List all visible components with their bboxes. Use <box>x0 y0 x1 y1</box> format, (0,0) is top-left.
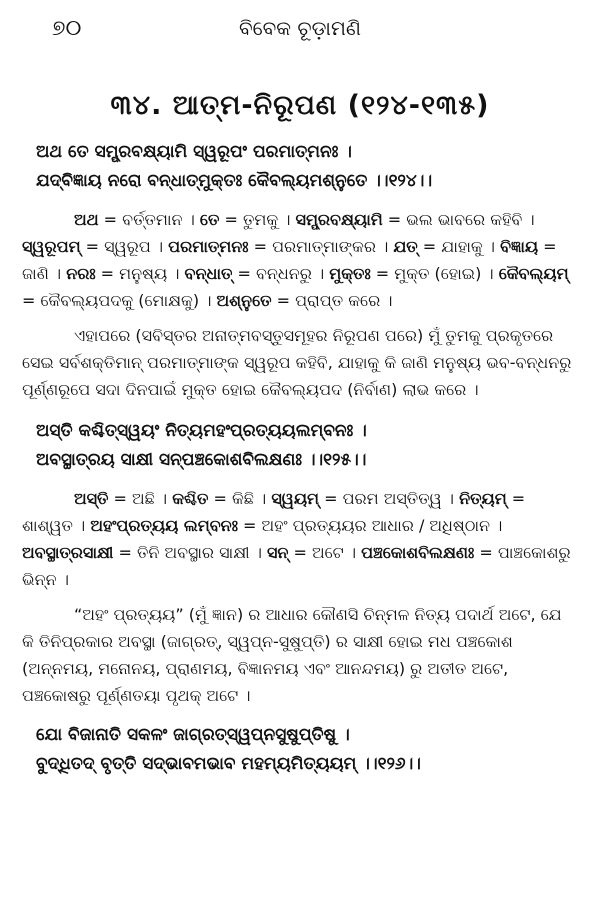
gloss-meaning: ମନୁଷ୍ୟ <box>119 264 168 283</box>
gloss-term: ପଞ୍ଚକୋଶବିଲକ୍ଷଣଃ <box>361 543 475 562</box>
gloss-meaning: କିଛି <box>231 489 254 508</box>
gloss-term: ଅହଂପ୍ରତ୍ୟୟ ଲମ୍ବନଃ <box>90 516 238 535</box>
gloss-meaning: ଯାହାକୁ <box>441 237 483 256</box>
gloss-term: ସନ୍ <box>266 543 289 562</box>
gloss-meaning: ଶାଶ୍ୱତ <box>22 516 73 535</box>
verse-125 <box>22 417 578 475</box>
gloss-term: ତେ <box>199 210 220 229</box>
chapter-title: ୩୪. ଆତ୍ମ-ନିରୂପଣ (୧୨୪-୧୩୫) <box>110 90 490 121</box>
gloss-term: ନରଃ <box>66 264 96 283</box>
gloss-meaning: ଜାଣି <box>22 264 49 283</box>
gloss-term: ନିତ୍ୟମ୍ <box>459 489 507 508</box>
gloss-term: ଅବସ୍ଥାତ୍ରସାକ୍ଷୀ <box>22 543 114 562</box>
verse-line: ଅବସ୍ଥାତ୍ରୟ ସାକ୍ଷୀ ସନ୍‌ପଞ୍ଚକୋଶବିଲକ୍ଷଣଃ ।।୧୨୫।। <box>36 450 367 470</box>
verse-124 <box>22 138 578 196</box>
gloss-term: ବନ୍ଧାତ୍ <box>184 264 233 283</box>
gloss-term: ମୁକ୍ତଃ <box>329 264 371 283</box>
gloss-term: ଅଥ <box>74 210 99 229</box>
gloss-term: ପରମାତ୍ମନଃ <box>168 237 249 256</box>
page-number: ୭୦ <box>52 16 82 41</box>
running-title: ବିବେକ ଚୂଡ଼ାମଣି <box>238 16 362 40</box>
gloss-meaning: ପରମାତ୍ମାଙ୍କର <box>272 237 376 256</box>
verse-line: ଅଥ ତେ ସମ୍ପ୍ରବକ୍ଷ୍ୟାମି ସ୍ୱରୂପଂ ପରମାତ୍ମନଃ । <box>36 142 352 162</box>
gloss-meaning: ବର୍ତ୍ତମାନ <box>122 210 183 229</box>
gloss-term: ଅଶ୍ନୁତେ <box>216 291 272 310</box>
gloss-meaning: ଅଟେ <box>312 543 344 562</box>
gloss-term: କଶ୍ଚିତ <box>172 489 209 508</box>
page-header <box>22 0 578 48</box>
gloss-meaning: ପ୍ରାପ୍ତ କରେ । <box>295 291 393 310</box>
explanation-124: ଏହାପରେ (ସବିସ୍ତର ଅନାତ୍ମବସ୍ତୁସମୂହର ନିରୂପଣ ପରେ) ମୁଁ ତୁମକୁ ପ୍ରକୃତରେ ସେଇ ସର୍ବଶକ୍ତିମାନ୍ ପରମାତ୍ମାଙ୍କ ସ୍ୱରୂପ କହିବି, ଯାହାକୁ କି ଜାଣି ମନୁଷ୍ୟ ଭବ-ବନ୍ଧନରୁ ପୂର୍ଣ୍ଣରୂପେ ସଦା ଦିନପାଇଁ ମୁକ୍ତ ହୋଇ କୈବଲ୍ୟପଦ (ନିର୍ବାଣ) ଲାଭ କରେ । <box>22 326 572 399</box>
verse-line: ବୁଦ୍ଧିତଦ୍ ବୃତ୍ତି ସଦ୍‌ଭାବମଭାବ ମହମ୍ୟମିତ୍ୟୟମ୍ ।।୧୨୬।। <box>36 754 421 774</box>
verse-line: ଯଦ୍‌ବିଜ୍ଞାୟ ନରୋ ବନ୍ଧାତ୍ମୁକ୍ତଃ କୈବଲ୍ୟମଶ୍ନୁତେ ।।୧୨୪।। <box>36 171 433 191</box>
gloss-meaning: ମୁକ୍ତ (ହୋଇ) <box>394 264 482 283</box>
gloss-term: କୈବଲ୍ୟମ୍ <box>498 264 569 283</box>
gloss-meaning: ତୁମକୁ <box>242 210 279 229</box>
gloss-meaning: ଅହଂ ପ୍ରତ୍ୟୟର ଆଧାର / ଅଧିଷ୍ଠାନ <box>261 516 491 535</box>
gloss-meaning: ବନ୍ଧନରୁ <box>255 264 312 283</box>
gloss-term: ସ୍ୱୟମ୍ <box>271 489 319 508</box>
word-meaning-125: ଅସ୍ତି = ଅଛି । କଶ୍ଚିତ = କିଛି । ସ୍ୱୟମ୍ = ପରମ ଅସ୍ତିତ୍ୱ । ନିତ୍ୟମ୍ = ଶାଶ୍ୱତ । ଅହଂପ୍ରତ୍ୟୟ ଲମ୍ବନଃ = ଅହଂ ପ୍ରତ୍ୟୟର ଆଧାର / ଅଧିଷ୍ଠାନ । ଅବସ୍ଥାତ୍ରସାକ୍ଷୀ = ତିନି ଅବସ୍ଥାର ସାକ୍ଷୀ । ସନ୍ = ଅଟେ । ପଞ୍ଚକୋଶବିଲକ୍ଷଣଃ = ପାଞ୍ଚକୋଶରୁ ଭିନ୍ନ । <box>22 489 571 589</box>
gloss-meaning: ପାଞ୍ଚକୋଶରୁ ଭିନ୍ନ । <box>22 543 571 589</box>
gloss-term: ସ୍ୱରୂପମ୍ <box>22 237 81 256</box>
gloss-term: ଯତ୍ <box>393 237 418 256</box>
gloss-term: ବିଜ୍ଞାୟ <box>500 237 539 256</box>
gloss-term: ଅସ୍ତି <box>74 489 109 508</box>
verse-126 <box>22 721 578 779</box>
verse-line: ଯୋ ବିଜାନାତି ସକଳଂ ଜାଗ୍ରତ୍‌ସ୍ୱପ୍ନସୁଷୁପ୍ତିଷୁ । <box>36 725 350 745</box>
gloss-meaning: କୈବଲ୍ୟପଦକୁ (ମୋକ୍ଷକୁ) <box>40 291 200 310</box>
verse-line: ଅସ୍ତି କଶ୍ଚିତ୍‌ସ୍ୱୟଂ ନିତ୍ୟମହଂପ୍ରତ୍ୟୟଲମ୍ବନଃ । <box>36 421 367 441</box>
gloss-meaning: ସ୍ୱରୂପ <box>104 237 151 256</box>
gloss-meaning: ତିନି ଅବସ୍ଥାର ସାକ୍ଷୀ <box>137 543 250 562</box>
gloss-meaning: ଅଛି <box>132 489 155 508</box>
word-meaning-124: ଅଥ = ବର୍ତ୍ତମାନ । ତେ = ତୁମକୁ । ସମ୍ପ୍ରବକ୍ଷ୍ୟାମି = ଭଲ ଭାବରେ କହିବି । ସ୍ୱରୂପମ୍ = ସ୍ୱରୂପ । ପରମାତ୍ମନଃ = ପରମାତ୍ମାଙ୍କର । ଯତ୍ = ଯାହାକୁ । ବିଜ୍ଞାୟ = ଜାଣି । ନରଃ = ମନୁଷ୍ୟ । ବନ୍ଧାତ୍ = ବନ୍ଧନରୁ । ମୁକ୍ତଃ = ମୁକ୍ତ (ହୋଇ) । କୈବଲ୍ୟମ୍ = କୈବଲ୍ୟପଦକୁ (ମୋକ୍ଷକୁ) । ଅଶ୍ନୁତେ = ପ୍ରାପ୍ତ କରେ । <box>22 210 569 310</box>
gloss-term: ସମ୍ପ୍ରବକ୍ଷ୍ୟାମି <box>295 210 383 229</box>
explanation-125: “ଅହଂ ପ୍ରତ୍ୟୟ” (ମୁଁ ଜ୍ଞାନ) ର ଆଧାର କୌଣସି ଚିନ୍ମଳ ନିତ୍ୟ ପଦାର୍ଥ ଅଟେ, ଯେ କି ତିନିପ୍ରକାର ଅବସ୍ଥା (ଜାଗ୍ରତ୍, ସ୍ୱପ୍ନ-ସୁଷୁପ୍ତି) ର ସାକ୍ଷୀ ହୋଇ ମଧ ପଞ୍ଚକୋଶ (ଅନ୍ନମୟ, ମନୋନୟ, ପ୍ରାଣମୟ, ବିଜ୍ଞାନମୟ ଏବଂ ଆନନ୍ଦମୟ) ରୁ ଅତୀତ ଅଟେ, ପଞ୍ଚକୋଷରୁ ପୂର୍ଣ୍ଣତୟା ପୃଥକ୍ ଅଟେ । <box>22 605 562 705</box>
gloss-meaning: ଭଲ ଭାବରେ କହିବି <box>406 210 523 229</box>
gloss-meaning: ପରମ ଅସ୍ତିତ୍ୱ <box>342 489 442 508</box>
